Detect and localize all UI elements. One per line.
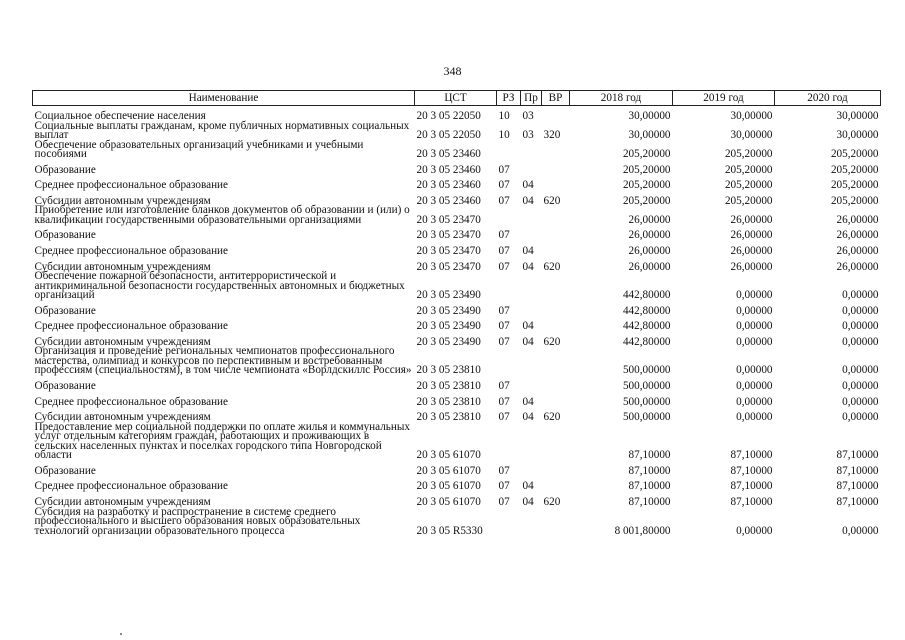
row-2020: 205,20000 xyxy=(830,179,879,192)
row-name: Среднее профессиональное образование xyxy=(34,480,229,493)
table-row xyxy=(33,508,881,537)
row-2019: 87,10000 xyxy=(730,496,773,508)
row-cst: 20 3 05 61070 xyxy=(416,449,481,462)
row-pr: 04 xyxy=(522,480,534,493)
row-cst: 20 3 05 23470 xyxy=(416,245,481,258)
row-vr xyxy=(542,106,570,122)
row-cst: 20 3 05 23810 xyxy=(416,411,481,424)
row-cst: 20 3 05 23460 xyxy=(416,194,481,207)
table-row xyxy=(33,347,881,376)
row-2019: 30,00000 xyxy=(730,110,773,123)
row-2018: 26,00000 xyxy=(628,260,671,273)
row-cst: 20 3 05 23460 xyxy=(416,148,481,161)
table-row xyxy=(33,175,881,191)
row-2020: 0,00000 xyxy=(842,289,879,302)
row-pr: 04 xyxy=(522,411,534,424)
row-rz: 10 xyxy=(498,129,510,142)
row-vr xyxy=(542,141,570,160)
row-name: Социальное обеспечение населения xyxy=(34,110,206,123)
row-cst: 20 3 05 23460 xyxy=(416,163,481,176)
row-2020: 0,00000 xyxy=(842,380,879,393)
row-2019: 205,20000 xyxy=(724,163,773,176)
row-2018: 87,10000 xyxy=(628,464,671,477)
row-vr xyxy=(542,316,570,332)
row-name: Среднее профессиональное образование xyxy=(34,395,229,408)
row-cst: 20 3 05 22050 xyxy=(416,129,481,142)
row-cst: 20 3 05 61070 xyxy=(416,464,481,477)
row-rz: 07 xyxy=(498,480,510,493)
row-rz: 07 xyxy=(498,464,510,477)
row-2020: 87,10000 xyxy=(836,480,879,493)
row-2019: 26,00000 xyxy=(730,245,773,258)
row-2018: 8 001,80000 xyxy=(614,524,671,537)
row-pr: 04 xyxy=(522,179,534,192)
row-2018: 87,10000 xyxy=(628,449,671,462)
row-2018: 205,20000 xyxy=(622,163,671,176)
row-cst: 20 3 05 R5330 xyxy=(416,524,483,537)
row-2018: 500,00000 xyxy=(622,411,671,424)
row-2020: 0,00000 xyxy=(842,364,879,377)
row-2020: 205,20000 xyxy=(830,194,879,207)
row-name: Субсидия на разработку и распространение в системе среднего профессионального и высшего образования новых образовательных технологий организации образовательного процесса xyxy=(34,505,361,537)
row-2019: 0,00000 xyxy=(736,411,773,424)
row-2018: 442,80000 xyxy=(622,304,671,317)
row-name: Образование xyxy=(34,464,96,477)
row-pr xyxy=(521,206,542,225)
header-name: Наименование xyxy=(33,91,415,106)
row-2018: 87,10000 xyxy=(628,480,671,493)
table-row xyxy=(33,301,881,317)
row-cst: 20 3 05 23470 xyxy=(416,213,481,226)
row-2020: 0,00000 xyxy=(842,411,879,424)
row-name: Обеспечение образовательных организаций учебниками и учебными пособиями xyxy=(34,138,364,161)
table-row xyxy=(33,122,881,141)
row-2020: 205,20000 xyxy=(830,163,879,176)
row-pr xyxy=(521,225,542,241)
row-vr xyxy=(542,476,570,492)
row-2018: 500,00000 xyxy=(622,395,671,408)
row-rz: 07 xyxy=(498,395,510,408)
row-name: Среднее профессиональное образование xyxy=(34,320,229,333)
row-2018: 26,00000 xyxy=(628,229,671,242)
row-cst: 20 3 05 23470 xyxy=(416,229,481,242)
row-2018: 30,00000 xyxy=(628,129,671,142)
row-2019: 87,10000 xyxy=(730,464,773,477)
row-name: Образование xyxy=(34,163,96,176)
row-name: Обеспечение пожарной безопасности, антитеррористической и антикриминальной безопасности государственных автономных и бюджетных организаций xyxy=(34,270,405,302)
row-name: Образование xyxy=(34,304,96,317)
row-vr: 620 xyxy=(543,496,561,508)
row-cst: 20 3 05 23810 xyxy=(416,364,481,377)
row-pr xyxy=(521,461,542,477)
row-vr xyxy=(542,272,570,301)
row-rz: 07 xyxy=(498,229,510,242)
row-vr xyxy=(542,225,570,241)
row-rz: 07 xyxy=(498,335,510,348)
row-pr xyxy=(521,347,542,376)
table-row xyxy=(33,160,881,176)
row-pr xyxy=(521,160,542,176)
row-vr: 620 xyxy=(543,335,561,348)
row-2019: 30,00000 xyxy=(730,129,773,142)
row-pr xyxy=(521,508,542,537)
row-vr xyxy=(542,508,570,537)
row-vr xyxy=(542,347,570,376)
row-cst: 20 3 05 61070 xyxy=(416,480,481,493)
row-vr xyxy=(542,175,570,191)
row-2019: 26,00000 xyxy=(730,213,773,226)
row-2019: 26,00000 xyxy=(730,229,773,242)
row-pr: 04 xyxy=(522,320,534,333)
row-vr xyxy=(542,160,570,176)
row-2018: 205,20000 xyxy=(622,179,671,192)
scan-speck xyxy=(120,633,122,635)
row-rz: 07 xyxy=(498,320,510,333)
row-name: Субсидии автономным учреждениям xyxy=(34,260,211,273)
row-2018: 205,20000 xyxy=(622,148,671,161)
table-row xyxy=(33,141,881,160)
table-row xyxy=(33,316,881,332)
row-name: Субсидии автономным учреждениям xyxy=(34,194,211,207)
row-name: Образование xyxy=(34,380,96,393)
row-vr xyxy=(542,301,570,317)
row-2018: 26,00000 xyxy=(628,213,671,226)
row-vr xyxy=(542,206,570,225)
row-2020: 26,00000 xyxy=(836,229,879,242)
header-rz: РЗ xyxy=(497,91,521,106)
row-rz: 07 xyxy=(498,411,510,424)
row-2018: 30,00000 xyxy=(628,110,671,123)
row-rz: 10 xyxy=(498,110,510,123)
row-2018: 442,80000 xyxy=(622,335,671,348)
table-row xyxy=(33,225,881,241)
row-pr xyxy=(521,141,542,160)
row-rz xyxy=(497,206,521,225)
row-2019: 0,00000 xyxy=(736,380,773,393)
row-rz: 07 xyxy=(498,194,510,207)
row-2019: 0,00000 xyxy=(736,524,773,537)
row-2019: 87,10000 xyxy=(730,449,773,462)
row-cst: 20 3 05 23490 xyxy=(416,304,481,317)
row-2020: 26,00000 xyxy=(836,245,879,258)
row-2020: 30,00000 xyxy=(836,110,879,123)
row-name: Среднее профессиональное образование xyxy=(34,245,229,258)
row-2018: 442,80000 xyxy=(622,289,671,302)
row-2020: 0,00000 xyxy=(842,320,879,333)
row-pr xyxy=(521,272,542,301)
row-2020: 26,00000 xyxy=(836,260,879,273)
row-cst: 20 3 05 23810 xyxy=(416,395,481,408)
header-2020: 2020 год xyxy=(775,91,881,106)
table-row xyxy=(33,241,881,257)
row-cst: 20 3 05 23470 xyxy=(416,260,481,273)
row-2019: 87,10000 xyxy=(730,480,773,493)
row-rz xyxy=(497,272,521,301)
row-rz: 07 xyxy=(498,179,510,192)
row-2020: 26,00000 xyxy=(836,213,879,226)
row-2020: 0,00000 xyxy=(842,304,879,317)
row-2019: 205,20000 xyxy=(724,148,773,161)
row-rz xyxy=(497,423,521,461)
table-header-row xyxy=(33,91,881,106)
row-2018: 205,20000 xyxy=(622,194,671,207)
row-2019: 26,00000 xyxy=(730,260,773,273)
row-vr: 320 xyxy=(543,129,561,142)
row-cst: 20 3 05 23490 xyxy=(416,335,481,348)
table-row xyxy=(33,461,881,477)
row-2020: 87,10000 xyxy=(836,464,879,477)
row-2018: 500,00000 xyxy=(622,364,671,377)
row-vr xyxy=(542,392,570,408)
row-rz: 07 xyxy=(498,304,510,317)
row-rz: 07 xyxy=(498,380,510,393)
row-2019: 0,00000 xyxy=(736,364,773,377)
row-name: Субсидии автономным учреждениям xyxy=(34,411,211,424)
row-2020: 87,10000 xyxy=(836,496,879,508)
table-row xyxy=(33,272,881,301)
budget-table xyxy=(32,90,881,536)
row-vr xyxy=(542,461,570,477)
row-cst: 20 3 05 22050 xyxy=(416,110,481,123)
row-cst: 20 3 05 23490 xyxy=(416,320,481,333)
header-2019: 2019 год xyxy=(673,91,775,106)
table-row xyxy=(33,392,881,408)
row-2020: 0,00000 xyxy=(842,524,879,537)
row-pr: 03 xyxy=(522,129,534,142)
table-row xyxy=(33,206,881,225)
row-name: Предоставление мер социальной поддержки по оплате жилья и коммунальных услуг отдельным категориям граждан, работающих и проживающих в сельских населенных пунктах и поселках городского типа Новгородской области xyxy=(34,420,410,462)
row-2020: 0,00000 xyxy=(842,335,879,348)
row-name: Образование xyxy=(34,229,96,242)
row-2019: 0,00000 xyxy=(736,289,773,302)
row-pr: 04 xyxy=(522,395,534,408)
header-2018: 2018 год xyxy=(570,91,673,106)
header-vr: ВР xyxy=(542,91,570,106)
row-pr: 04 xyxy=(522,245,534,258)
row-rz xyxy=(497,347,521,376)
row-2020: 30,00000 xyxy=(836,129,879,142)
row-cst: 20 3 05 61070 xyxy=(416,496,481,508)
row-name: Субсидии автономным учреждениям xyxy=(34,335,211,348)
row-name: Среднее профессиональное образование xyxy=(34,179,229,192)
row-vr: 620 xyxy=(543,194,561,207)
row-2018: 26,00000 xyxy=(628,245,671,258)
row-vr xyxy=(542,423,570,461)
row-2019: 0,00000 xyxy=(736,395,773,408)
row-name: Приобретение или изготовление бланков документов об образовании и (или) о квалификации государственными образовательными организациями xyxy=(34,204,410,226)
row-name: Социальные выплаты гражданам, кроме публичных нормативных социальных выплат xyxy=(34,119,410,142)
row-rz: 07 xyxy=(498,245,510,258)
row-2020: 87,10000 xyxy=(836,449,879,462)
row-pr: 04 xyxy=(522,496,534,508)
row-pr: 03 xyxy=(522,110,534,123)
row-2019: 205,20000 xyxy=(724,179,773,192)
row-2019: 0,00000 xyxy=(736,335,773,348)
row-2019: 0,00000 xyxy=(736,320,773,333)
row-2018: 500,00000 xyxy=(622,380,671,393)
row-name: Субсидии автономным учреждениям xyxy=(34,496,211,508)
row-2018: 87,10000 xyxy=(628,496,671,508)
row-pr: 04 xyxy=(522,260,534,273)
row-rz xyxy=(497,508,521,537)
row-pr: 04 xyxy=(522,335,534,348)
page-number: 348 xyxy=(443,64,462,78)
row-vr: 620 xyxy=(543,260,561,273)
row-pr: 04 xyxy=(522,194,534,207)
row-rz: 07 xyxy=(498,260,510,273)
row-2019: 0,00000 xyxy=(736,304,773,317)
row-pr xyxy=(521,423,542,461)
row-vr xyxy=(542,376,570,392)
row-2019: 205,20000 xyxy=(724,194,773,207)
row-vr: 620 xyxy=(543,411,561,424)
row-vr xyxy=(542,241,570,257)
row-pr xyxy=(521,301,542,317)
row-pr xyxy=(521,376,542,392)
header-pr: Пр xyxy=(521,91,542,106)
row-2018: 442,80000 xyxy=(622,320,671,333)
row-cst: 20 3 05 23490 xyxy=(416,289,481,302)
table-row xyxy=(33,376,881,392)
row-rz: 07 xyxy=(498,163,510,176)
table-row xyxy=(33,423,881,461)
row-cst: 20 3 05 23460 xyxy=(416,179,481,192)
row-rz xyxy=(497,141,521,160)
row-cst: 20 3 05 23810 xyxy=(416,380,481,393)
header-cst: ЦСТ xyxy=(415,91,497,106)
row-2020: 0,00000 xyxy=(842,395,879,408)
row-rz: 07 xyxy=(498,496,510,508)
table-row xyxy=(33,476,881,492)
row-2020: 205,20000 xyxy=(830,148,879,161)
row-name: Организация и проведение региональных чемпионатов профессионального мастерства, олимпиад и конкурсов по перспективным и востребованным профессиям (специальностям), в том числе чемпионата «Ворлдскиллс Россия» xyxy=(34,345,412,377)
